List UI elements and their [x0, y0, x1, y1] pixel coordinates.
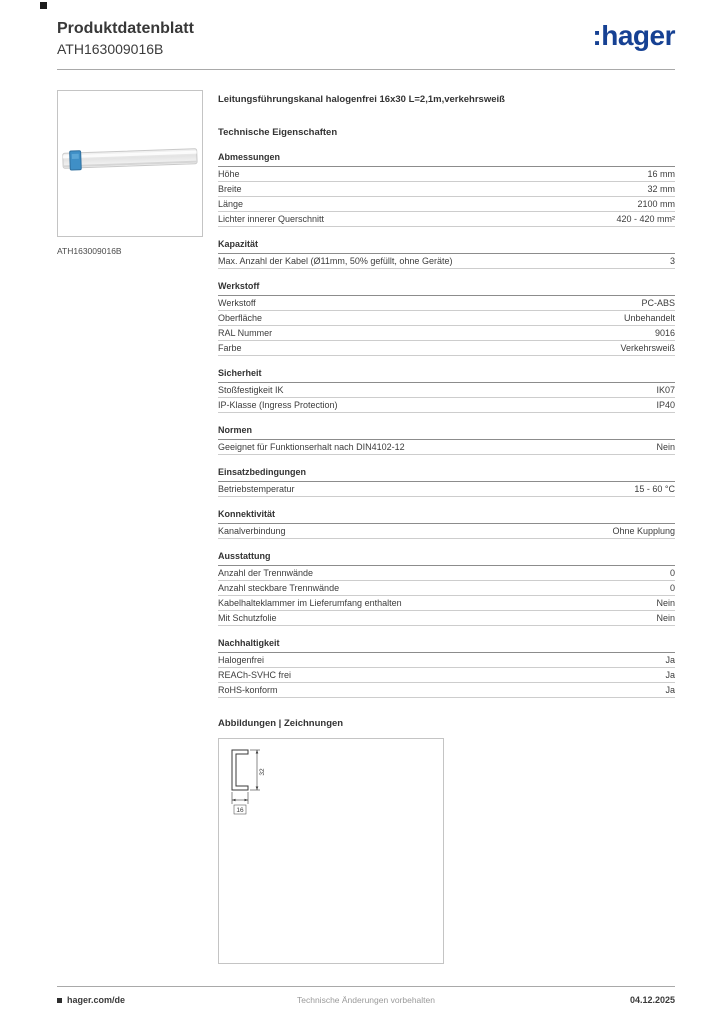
- spec-section: [218, 239, 675, 269]
- footer-website-link[interactable]: [57, 995, 125, 1005]
- spec-section: [218, 551, 675, 626]
- spec-label: Max. Anzahl der Kabel (Ø11mm, 50% gefüllt, ohne Geräte): [218, 256, 453, 266]
- spec-section: [218, 281, 675, 356]
- technical-drawing: [224, 744, 344, 844]
- page-header: [57, 0, 675, 70]
- spec-row: [218, 311, 675, 326]
- spec-value: 16 mm: [647, 169, 675, 179]
- spec-label: Höhe: [218, 169, 240, 179]
- spec-value: Ja: [665, 670, 675, 680]
- spec-label: Stoßfestigkeit IK: [218, 385, 284, 395]
- header-text-block: [57, 20, 194, 57]
- spec-value: 9016: [654, 328, 675, 338]
- product-image: [58, 91, 202, 236]
- spec-row: [218, 167, 675, 182]
- spec-row: [218, 668, 675, 683]
- left-column: [57, 90, 203, 964]
- spec-value: PC-ABS: [641, 298, 675, 308]
- spec-label: Breite: [218, 184, 242, 194]
- spec-value: 0: [669, 568, 675, 578]
- spec-value: Nein: [656, 613, 675, 623]
- spec-value: Ohne Kupplung: [612, 526, 675, 536]
- spec-label: Kabelhalteklammer im Lieferumfang enthalten: [218, 598, 402, 608]
- footer-website-label: hager.com/de: [67, 995, 126, 1005]
- spec-section-title: Einsatzbedingungen: [218, 467, 675, 482]
- spec-value: Unbehandelt: [623, 313, 675, 323]
- spec-row: [218, 524, 675, 539]
- spec-label: Halogenfrei: [218, 655, 265, 665]
- spec-label: Anzahl der Trennwände: [218, 568, 314, 578]
- spec-section: [218, 467, 675, 497]
- spec-value: Verkehrsweiß: [620, 343, 675, 353]
- spec-value: IK07: [656, 385, 675, 395]
- spec-row: [218, 212, 675, 227]
- spec-value: 15 - 60 °C: [634, 484, 675, 494]
- footer-notice: Technische Änderungen vorbehalten: [297, 995, 435, 1005]
- spec-value: 2100 mm: [637, 199, 675, 209]
- spec-label: Werkstoff: [218, 298, 256, 308]
- spec-row: [218, 182, 675, 197]
- spec-row: [218, 482, 675, 497]
- spec-section-title: Abmessungen: [218, 152, 675, 167]
- right-column: [218, 90, 675, 964]
- spec-value: Nein: [656, 442, 675, 452]
- spec-section: [218, 509, 675, 539]
- spec-section: [218, 638, 675, 698]
- spec-label: Anzahl steckbare Trennwände: [218, 583, 340, 593]
- spec-row: [218, 254, 675, 269]
- spec-label: Geeignet für Funktionserhalt nach DIN4102-12: [218, 442, 405, 452]
- spec-row: [218, 341, 675, 356]
- spec-row: [218, 398, 675, 413]
- spec-section: [218, 368, 675, 413]
- spec-row: [218, 296, 675, 311]
- spec-label: RoHS-konform: [218, 685, 278, 695]
- spec-sections: [218, 152, 675, 698]
- spec-value: IP40: [656, 400, 675, 410]
- spec-label: IP-Klasse (Ingress Protection): [218, 400, 338, 410]
- spec-value: 420 - 420 mm²: [616, 214, 675, 224]
- spec-label: REACh-SVHC frei: [218, 670, 292, 680]
- spec-label: Betriebstemperatur: [218, 484, 295, 494]
- spec-row: [218, 683, 675, 698]
- square-bullet-icon: [57, 998, 62, 1003]
- spec-value: 32 mm: [647, 184, 675, 194]
- spec-label: Kanalverbindung: [218, 526, 286, 536]
- dimension-horizontal-label: 16: [236, 807, 244, 814]
- spec-label: RAL Nummer: [218, 328, 273, 338]
- spec-section: [218, 152, 675, 227]
- spec-row: [218, 611, 675, 626]
- spec-label: Farbe: [218, 343, 242, 353]
- spec-section-title: Normen: [218, 425, 675, 440]
- tech-properties-heading: Technische Eigenschaften: [218, 127, 338, 138]
- product-id: ATH163009016B: [57, 41, 164, 57]
- spec-row: [218, 566, 675, 581]
- profile-outline: [232, 750, 248, 790]
- spec-section-title: Kapazität: [218, 239, 675, 254]
- footer-date: 04.12.2025: [629, 995, 675, 1005]
- hager-logo: :hager: [592, 20, 675, 51]
- spec-row: [218, 197, 675, 212]
- spec-row: [218, 581, 675, 596]
- spec-value: Ja: [665, 685, 675, 695]
- spec-row: [218, 653, 675, 668]
- spec-row: [218, 440, 675, 455]
- spec-section-title: Sicherheit: [218, 368, 675, 383]
- spec-value: 0: [669, 583, 675, 593]
- product-image-box: [57, 90, 203, 237]
- spec-label: Lichter innerer Querschnitt: [218, 214, 325, 224]
- spec-section-title: Ausstattung: [218, 551, 675, 566]
- dimension-vertical-label: 32: [259, 768, 266, 776]
- spec-row: [218, 596, 675, 611]
- crop-mark: [40, 2, 47, 9]
- spec-value: 3: [669, 256, 675, 266]
- product-image-caption: ATH163009016B: [57, 246, 122, 256]
- spec-value: Ja: [665, 655, 675, 665]
- spec-row: [218, 326, 675, 341]
- drawings-heading: Abbildungen | Zeichnungen: [218, 718, 344, 729]
- spec-value: Nein: [656, 598, 675, 608]
- spec-label: Länge: [218, 199, 244, 209]
- page-title: Produktdatenblatt: [57, 20, 194, 37]
- spec-section-title: Nachhaltigkeit: [218, 638, 675, 653]
- spec-section-title: Werkstoff: [218, 281, 675, 296]
- spec-row: [218, 383, 675, 398]
- technical-drawing-box: [218, 738, 444, 964]
- spec-section: [218, 425, 675, 455]
- spec-label: Mit Schutzfolie: [218, 613, 277, 623]
- page-footer: [57, 986, 675, 1005]
- main-content: [57, 90, 675, 964]
- spec-label: Oberfläche: [218, 313, 263, 323]
- product-name: Leitungsführungskanal halogenfrei 16x30 L=2,1m,verkehrsweiß: [218, 94, 505, 105]
- spec-section-title: Konnektivität: [218, 509, 675, 524]
